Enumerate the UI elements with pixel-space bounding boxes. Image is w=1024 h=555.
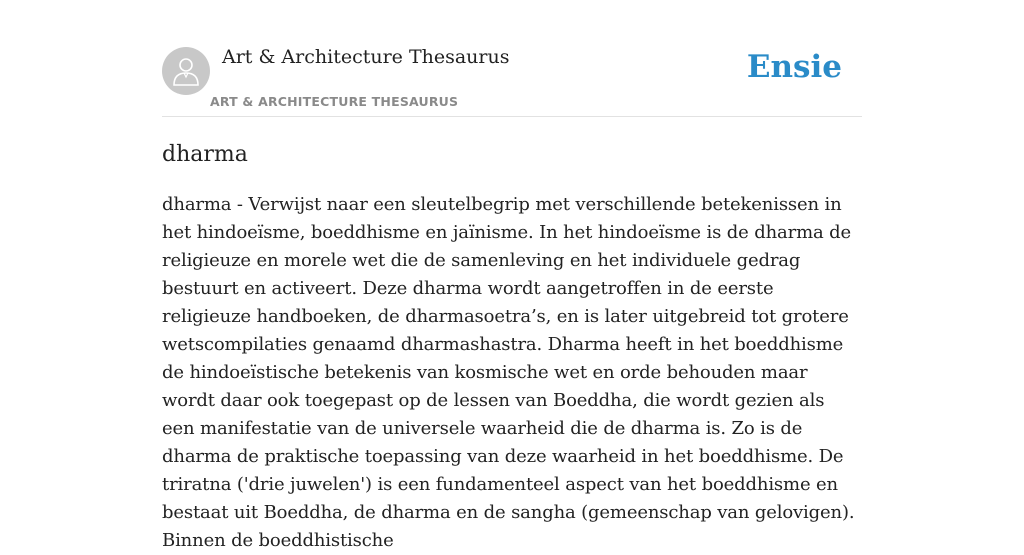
page-container bbox=[162, 0, 862, 555]
user-icon bbox=[171, 55, 201, 87]
source-label[interactable]: ART & ARCHITECTURE THESAURUS bbox=[210, 94, 459, 109]
avatar[interactable] bbox=[162, 47, 210, 95]
ensie-logo[interactable]: Ensie bbox=[746, 49, 842, 85]
article-title: dharma bbox=[162, 142, 248, 167]
article-body: dharma - Verwijst naar een sleutelbegrip met verschillende betekenissen in het hindoeïsme, boeddhisme en jaïnisme. In het hindoeïsme is de dharma de religieuze en morele wet die de samenleving en het individuele gedrag bestuurt en activeert. Deze dharma wordt aangetroffen in de eerste religieuze handboeken, de dharmasoetra’s, en is later uitgebreid tot grotere wetscompilaties genaamd dharmashastra. Dharma heeft in het boeddhisme de hindoeïstische betekenis van kosmische wet en orde behouden maar wordt daar ook toegepast op de lessen van Boeddha, die wordt gezien als een manifestatie van de universele waarheid die de dharma is. Zo is de dharma de praktische toepassing van deze waarheid in het boeddhisme. De triratna ('drie juwelen') is een fundamenteel aspect van het boeddhisme en bestaat uit Boeddha, de dharma en de sangha (gemeenschap van gelovigen). Binnen de boeddhistische bbox=[162, 194, 855, 551]
post-header bbox=[162, 0, 862, 117]
author-name[interactable]: Art & Architecture Thesaurus bbox=[222, 46, 510, 68]
